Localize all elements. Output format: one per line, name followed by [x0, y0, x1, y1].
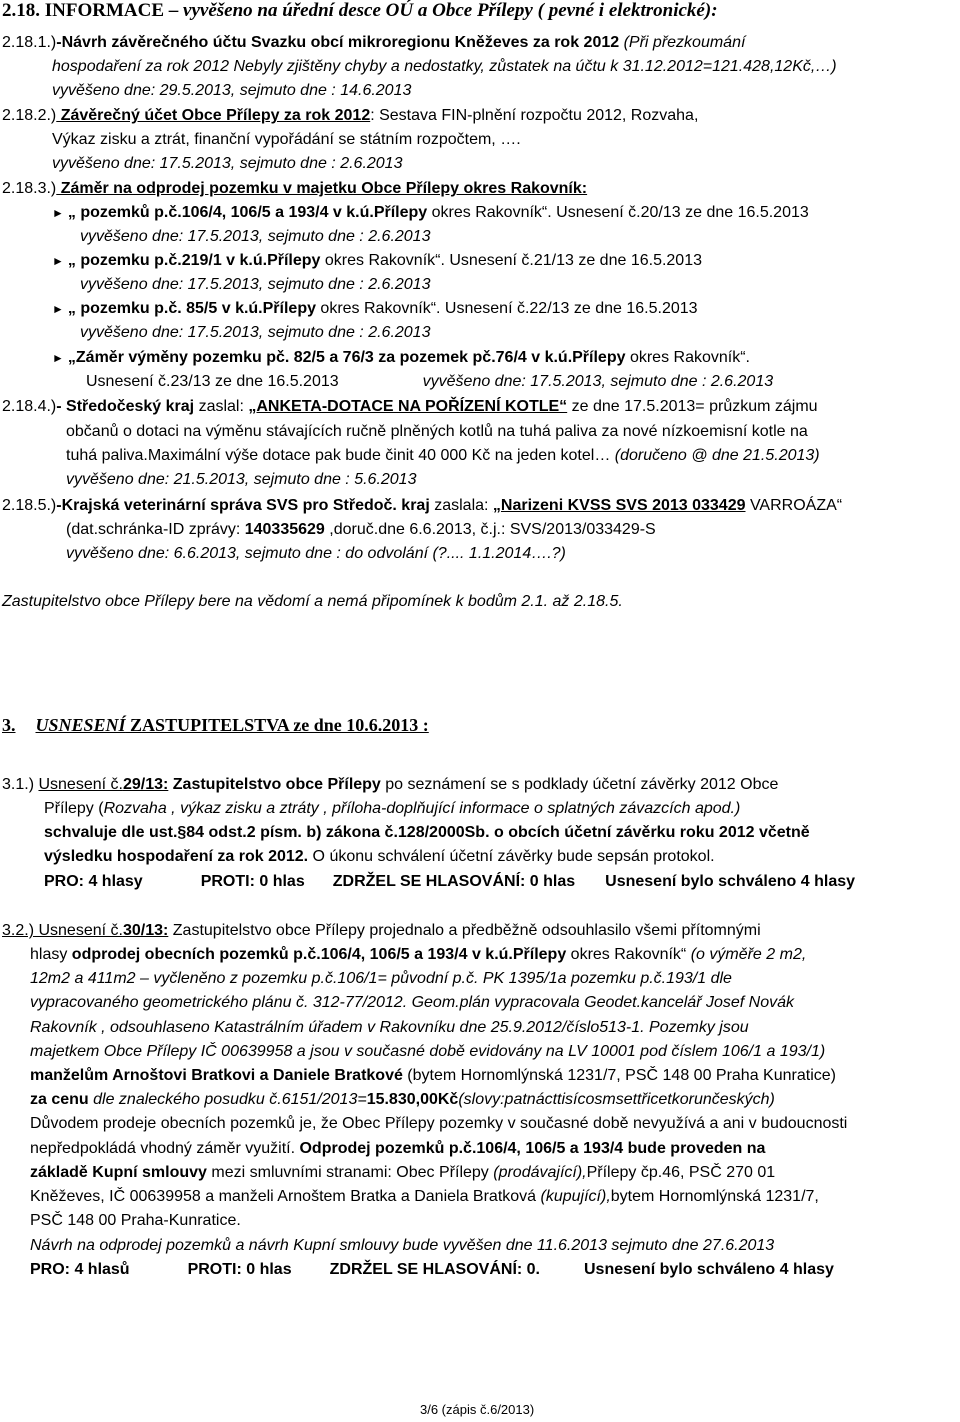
vote-pro: PRO: 4 hlasů: [30, 1261, 130, 1278]
item4-line2: občanů o dotaci na výměnu stávajících ručně plněných kotlů na tuhá paliva za nové nízkoemisní kotle na: [66, 423, 808, 440]
parcel-text: okres Rakovník“. Usnesení č.21/13 ze dne 16.5.2013: [320, 252, 702, 269]
item-text: zaslal:: [194, 398, 249, 415]
res-note: (o výměře 2 m2,: [690, 946, 807, 963]
item-number: 2.18.2.): [2, 107, 57, 124]
heading-text: 2.18. INFORMACE –: [2, 0, 184, 21]
parcel-text: okres Rakovník“. Usnesení č.20/13 ze dne 16.5.2013: [427, 204, 809, 221]
res2-line6: majetkem Obce Přílepy IČ 00639958 a jsou v současné době evidovány na LV 10001 pod číslem 106/1 a 193/1): [30, 1043, 826, 1060]
res-lead: Zastupitelstvo obce Přílepy: [168, 776, 381, 793]
item-title: -Návrh závěrečného účtu Svazku obcí mikroregionu Kněževes za rok 2012: [56, 34, 620, 51]
res-text-bold: bude proveden na: [623, 1140, 766, 1157]
item4-posted: vyvěšeno dne: 21.5.2013, sejmuto dne : 5.6.2013: [66, 471, 417, 488]
res2-line4: vypracovaného geometrického plánu č. 312-77/2012. Geom.plán vypracovala Geodet.kancelář Josef Novák: [30, 994, 795, 1011]
res2-line2: [30, 945, 806, 965]
item-number: 2.18.5.): [2, 497, 57, 514]
res2-line11: [30, 1163, 775, 1183]
res-text: mezi smluvními stranami: Obec Přílepy: [206, 1164, 494, 1181]
council-note: Zastupitelstvo obce Přílepy bere na vědomí a nemá připomínek k bodům 2.1. až 2.18.5.: [2, 593, 623, 610]
item-title: Závěrečný účet Obce Přílepy za rok 2012: [56, 107, 371, 124]
res-note: (prodávající),: [493, 1164, 587, 1181]
page-footer: 3/6 (zápis č.6/2013): [420, 1402, 535, 1417]
vote-proti: PROTI: 0 hlas: [200, 873, 305, 890]
item-number: 2.18.4.): [2, 398, 57, 415]
res-text: nepředpokládá vhodný záměr využití.: [30, 1140, 300, 1157]
res2-line13: PSČ 148 00 Praha-Kunratice.: [30, 1212, 241, 1229]
item-text: ,doruč.dne 6.6.2013, č.j.: SVS/2013/033429-S: [324, 521, 656, 538]
item4-line3: [66, 446, 820, 466]
res2-line9: Důvodem prodeje obecních pozemků je, že Obec Přílepy pozemky v současné době nevyužívá a ani v budoucnosti: [30, 1115, 848, 1132]
res-label: Usnesení č.: [34, 922, 123, 939]
message-id: 140335629: [244, 521, 325, 538]
item2-posted: vyvěšeno dne: 17.5.2013, sejmuto dne : 2.6.2013: [52, 155, 403, 172]
res2-vote: [30, 1260, 834, 1280]
item3-line1: [2, 179, 587, 199]
heading-label: USNESENÍ: [35, 715, 126, 735]
parcel-2: [52, 251, 702, 271]
item-text: ze dne 17.5.2013= průzkum zájmu: [567, 398, 818, 415]
item-note: (doručeno @ dne 21.5.2013): [614, 447, 820, 464]
heading-italic: vyvěšeno na úřední desce OÚ a Obce Přílepy ( pevné i elektronické):: [183, 0, 718, 21]
arrow-bullet-icon: ►: [52, 351, 64, 365]
res2-line12: [30, 1187, 819, 1207]
res1-line2: [44, 799, 740, 819]
arrow-bullet-icon: ►: [52, 206, 64, 220]
res-text: Přílepy (: [44, 800, 104, 817]
item-text: tuhá paliva.Maximální výše dotace pak bude činit 40 000 Kč na jeden kotel…: [66, 447, 615, 464]
res-text: Kněževes, IČ 00639958 a manželi Arnoštem Bratka a Daniela Bratková: [30, 1188, 541, 1205]
res-number: 3.1.): [2, 776, 39, 793]
res-code: 30/13:: [122, 922, 169, 939]
res-text-bold: základě Kupní smlouvy: [30, 1164, 207, 1181]
item-text: VARROÁZA“: [745, 497, 843, 514]
item-title: „Narizeni KVSS SVS 2013 033429: [492, 497, 746, 514]
res2-line10: [30, 1139, 765, 1159]
resolutions-heading: [2, 715, 429, 735]
arrow-bullet-icon: ►: [52, 302, 64, 316]
parcel-text: okres Rakovník“.: [625, 349, 750, 366]
price: 15.830,00Kč: [366, 1091, 459, 1108]
item-number: 2.18.3.): [2, 180, 57, 197]
res-note: Rozvaha , výkaz zisku a ztráty , příloha-doplňující informace o splatných závazcích apod.): [103, 800, 741, 817]
res2-line3: 12m2 a 411m2 – vyčleněno z pozemku p.č.106/1= původní p.č. PK 1395/1a pozemku p.č.193/1 dle: [30, 970, 732, 987]
res-text-bold: odprodej obecních pozemků p.č.106/4, 106/5 a 193/4 v k.ú.Přílepy: [71, 946, 567, 963]
posted-dates: vyvěšeno dne: 17.5.2013, sejmuto dne : 2.6.2013: [422, 373, 774, 390]
item-text: zaslala:: [429, 497, 493, 514]
item-text: (dat.schránka-ID zprávy:: [66, 521, 245, 538]
item5-line1: [2, 496, 842, 516]
item2-line1: [2, 106, 698, 126]
item-sender: - Středočeský kraj: [56, 398, 195, 415]
res-text: po seznámení se s podklady účetní závěrky 2012 Obce: [380, 776, 779, 793]
parcel-2-posted: vyvěšeno dne: 17.5.2013, sejmuto dne : 2.6.2013: [80, 276, 431, 293]
item-title: „ANKETA-DOTACE NA POŘÍZENÍ KOTLE“: [248, 398, 568, 415]
parcel-title: „ pozemku p.č. 85/5 v k.ú.Přílepy: [67, 300, 316, 317]
res1-line4: [44, 847, 715, 867]
item4-line1: [2, 397, 818, 417]
item-sender: -Krajská veterinární správa SVS pro Středoč. kraj: [56, 497, 430, 514]
vote-abstain: ZDRŽEL SE HLASOVÁNÍ: 0 hlas: [332, 873, 576, 890]
parcel-3: [52, 299, 698, 319]
vote-abstain: ZDRŽEL SE HLASOVÁNÍ: 0.: [329, 1261, 540, 1278]
res1-line3: schvaluje dle ust.§84 odst.2 písm. b) zákona č.128/2000Sb. o obcích účetní závěrku roku 2012 včetně: [44, 824, 810, 841]
item1-line1: [2, 33, 745, 53]
parcel-4-line2: [86, 372, 773, 392]
vote-proti: PROTI: 0 hlas: [187, 1261, 292, 1278]
vote-result: Usnesení bylo schváleno 4 hlasy: [584, 1261, 834, 1278]
item1-line2: hospodaření za rok 2012 Nebyly zjištěny chyby a nedostatky, zůstatek na účtu k 31.12.2012=121.428,12Kč,…): [52, 58, 837, 75]
heading-text: ZASTUPITELSTVA ze dne 10.6.2013 :: [125, 715, 429, 735]
item5-line2: [66, 520, 656, 540]
item-text: : Sestava FIN-plnění rozpočtu 2012, Rozvaha,: [370, 107, 699, 124]
res-text: bytem Hornomlýnská 1231/7,: [610, 1188, 819, 1205]
res-text-bold: manželům Arnoštovi Bratkovi a Daniele Bratkové: [30, 1067, 403, 1084]
res2-line8: [30, 1090, 775, 1110]
res2-line7: [30, 1066, 836, 1086]
vote-pro: PRO: 4 hlasy: [44, 873, 143, 890]
vote-result: Usnesení bylo schváleno 4 hlasy: [605, 873, 856, 890]
res2-line14: Návrh na odprodej pozemků a návrh Kupní smlouvy bude vyvěšen dne 11.6.2013 sejmuto dne 27.6.2013: [30, 1237, 775, 1254]
res-text-bold: za cenu: [30, 1091, 89, 1108]
parcel-text: okres Rakovník“. Usnesení č.22/13 ze dne 16.5.2013: [315, 300, 698, 317]
item-number: 2.18.1.): [2, 34, 57, 51]
parcel-title: „Záměr výměny pozemku pč. 82/5 a 76/3 za pozemek pč.76/4 v k.ú.Přílepy: [67, 349, 626, 366]
res-note: (kupující),: [540, 1188, 611, 1205]
section-heading: [2, 1, 718, 21]
res1-vote: [44, 872, 855, 892]
resolution-ref: Usnesení č.23/13 ze dne 16.5.2013: [86, 373, 339, 390]
res-note: dle znaleckého posudku č.6151/2013=: [88, 1091, 367, 1108]
res2-line5: Rakovník , odsouhlaseno Katastrálním úřadem v Rakovníku dne 25.9.2012/číslo513-1. Pozemky jsou: [30, 1019, 749, 1036]
item5-posted: vyvěšeno dne: 6.6.2013, sejmuto dne : do odvolání (?.... 1.1.2014….?): [66, 545, 566, 562]
res-number: 3.2.): [2, 922, 35, 939]
parcel-1: [52, 203, 809, 223]
res-text: Zastupitelstvo obce Přílepy projednalo a předběžně odsouhlasilo všemi přítomnými: [168, 922, 761, 939]
price-words: (slovy:patnácttisícosmsettřicetkorunčeských): [458, 1091, 775, 1108]
res-text: hlasy: [30, 946, 72, 963]
res-code: 29/13:: [122, 776, 169, 793]
heading-number: 3.: [2, 715, 16, 735]
item1-posted: vyvěšeno dne: 29.5.2013, sejmuto dne : 14.6.2013: [52, 82, 412, 99]
res-text-bold: výsledku hospodaření za rok 2012.: [44, 848, 309, 865]
item2-line2: Výkaz zisku a ztrát, finanční vypořádání se státním rozpočtem, ….: [52, 131, 521, 148]
res2-line1: [2, 921, 761, 941]
parcel-3-posted: vyvěšeno dne: 17.5.2013, sejmuto dne : 2.6.2013: [80, 324, 431, 341]
res-text: (bytem Hornomlýnská 1231/7, PSČ 148 00 Praha Kunratice): [402, 1067, 836, 1084]
res-label: Usnesení č.: [38, 776, 123, 793]
res-text: O úkonu schválení účetní závěrky bude sepsán protokol.: [308, 848, 715, 865]
parcel-4: [52, 348, 750, 368]
arrow-bullet-icon: ►: [52, 254, 64, 268]
res-text: okres Rakovník“: [566, 946, 691, 963]
parcel-1-posted: vyvěšeno dne: 17.5.2013, sejmuto dne : 2.6.2013: [80, 228, 431, 245]
parcel-title: „ pozemku p.č.219/1 v k.ú.Přílepy: [67, 252, 321, 269]
res-text: Přílepy čp.46, PSČ 270 01: [586, 1164, 776, 1181]
res1-line1: [2, 775, 778, 795]
parcel-title: „ pozemků p.č.106/4, 106/5 a 193/4 v k.ú.Přílepy: [67, 204, 428, 221]
item-title: Záměr na odprodej pozemku v majetku Obce Přílepy okres Rakovník:: [56, 180, 588, 197]
res-text-bold: Odprodej pozemků p.č.106/4, 106/5 a 193/4: [299, 1140, 624, 1157]
item-note: (Při přezkoumání: [619, 34, 746, 51]
